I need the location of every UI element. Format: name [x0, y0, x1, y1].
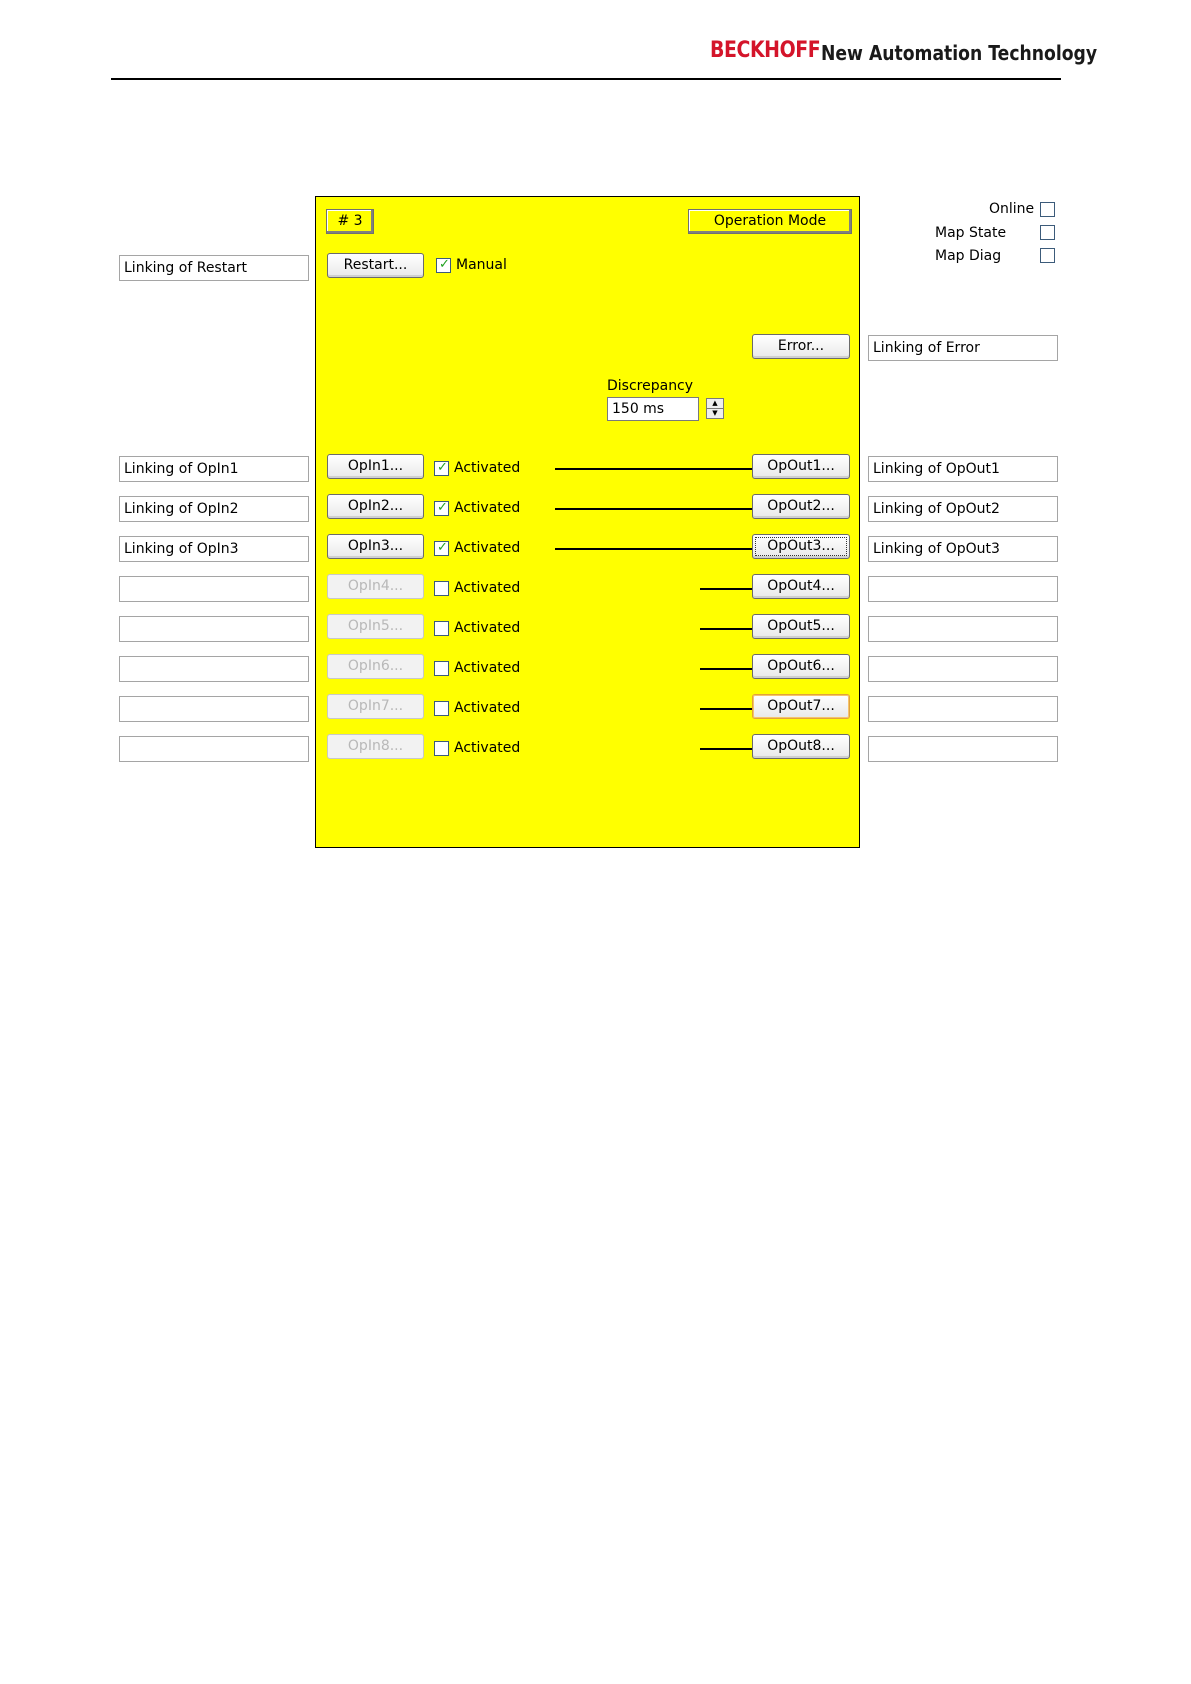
activated-checkbox-5[interactable] — [434, 621, 449, 636]
opout-linking-field-3[interactable]: Linking of OpOut3 — [868, 536, 1058, 562]
opout-button-8[interactable]: OpOut8... — [752, 734, 850, 759]
manual-label: Manual — [456, 257, 507, 273]
opout-button-5[interactable]: OpOut5... — [752, 614, 850, 639]
connection-line-5 — [700, 628, 753, 630]
activated-label-1: Activated — [454, 460, 521, 476]
header-tagline: New Automation Technology — [821, 41, 1098, 65]
checkmark-icon: ✓ — [437, 460, 448, 475]
opout-linking-field-7[interactable] — [868, 696, 1058, 722]
opin-button-8[interactable]: OpIn8... — [327, 734, 424, 759]
block-number-button[interactable]: # 3 — [326, 209, 374, 234]
checkmark-icon: ✓ — [437, 540, 448, 555]
opin-button-6[interactable]: OpIn6... — [327, 654, 424, 679]
opout-button-2[interactable]: OpOut2... — [752, 494, 850, 519]
opout-button-4[interactable]: OpOut4... — [752, 574, 850, 599]
header-divider — [111, 78, 1061, 80]
connection-line-1 — [555, 468, 753, 470]
operation-mode-button[interactable]: Operation Mode — [688, 209, 852, 234]
error-button[interactable]: Error... — [752, 334, 850, 359]
restart-button[interactable]: Restart... — [327, 253, 424, 278]
map-diag-label: Map Diag — [935, 248, 1002, 264]
restart-linking-field[interactable]: Linking of Restart — [119, 255, 309, 281]
opout-linking-field-6[interactable] — [868, 656, 1058, 682]
discrepancy-spinner[interactable] — [706, 398, 724, 419]
opin-button-1[interactable]: OpIn1... — [327, 454, 424, 479]
online-checkbox[interactable] — [1040, 202, 1055, 217]
connection-line-7 — [700, 708, 753, 710]
connection-line-2 — [555, 508, 753, 510]
opin-linking-field-5[interactable] — [119, 616, 309, 642]
activated-checkbox-6[interactable] — [434, 661, 449, 676]
activated-checkbox-1[interactable] — [434, 461, 449, 476]
opout-linking-field-4[interactable] — [868, 576, 1058, 602]
map-state-label: Map State — [935, 225, 1007, 241]
checkmark-icon: ✓ — [439, 257, 450, 272]
activated-label-5: Activated — [454, 620, 521, 636]
activated-label-2: Activated — [454, 500, 521, 516]
opin-linking-field-1[interactable]: Linking of OpIn1 — [119, 456, 309, 482]
activated-label-7: Activated — [454, 700, 521, 716]
opin-linking-field-7[interactable] — [119, 696, 309, 722]
opout-linking-field-5[interactable] — [868, 616, 1058, 642]
opout-button-6[interactable]: OpOut6... — [752, 654, 850, 679]
opin-linking-field-2[interactable]: Linking of OpIn2 — [119, 496, 309, 522]
discrepancy-label: Discrepancy — [607, 378, 694, 394]
activated-checkbox-7[interactable] — [434, 701, 449, 716]
opin-linking-field-6[interactable] — [119, 656, 309, 682]
opin-button-5[interactable]: OpIn5... — [327, 614, 424, 639]
opin-linking-field-4[interactable] — [119, 576, 309, 602]
opin-linking-field-8[interactable] — [119, 736, 309, 762]
activated-checkbox-8[interactable] — [434, 741, 449, 756]
opin-button-7[interactable]: OpIn7... — [327, 694, 424, 719]
activated-label-4: Activated — [454, 580, 521, 596]
manual-checkbox[interactable] — [436, 258, 451, 273]
opout-button-7[interactable]: OpOut7... — [752, 694, 850, 719]
spin-up-icon[interactable]: ▲ — [707, 399, 723, 409]
activated-checkbox-2[interactable] — [434, 501, 449, 516]
opout-linking-field-2[interactable]: Linking of OpOut2 — [868, 496, 1058, 522]
connection-line-4 — [700, 588, 753, 590]
activated-checkbox-3[interactable] — [434, 541, 449, 556]
online-label: Online — [989, 201, 1035, 217]
opin-button-4[interactable]: OpIn4... — [327, 574, 424, 599]
opin-linking-field-3[interactable]: Linking of OpIn3 — [119, 536, 309, 562]
opin-button-3[interactable]: OpIn3... — [327, 534, 424, 559]
connection-line-6 — [700, 668, 753, 670]
opout-button-1[interactable]: OpOut1... — [752, 454, 850, 479]
opout-linking-field-1[interactable]: Linking of OpOut1 — [868, 456, 1058, 482]
connection-line-3 — [555, 548, 753, 550]
map-state-checkbox[interactable] — [1040, 225, 1055, 240]
opout-linking-field-8[interactable] — [868, 736, 1058, 762]
opout-button-3[interactable]: OpOut3... — [752, 534, 850, 559]
activated-label-6: Activated — [454, 660, 521, 676]
map-diag-checkbox[interactable] — [1040, 248, 1055, 263]
beckhoff-logo: BECKHOFF — [710, 38, 821, 63]
opin-button-2[interactable]: OpIn2... — [327, 494, 424, 519]
activated-label-8: Activated — [454, 740, 521, 756]
discrepancy-input[interactable]: 150 ms — [607, 397, 699, 421]
spin-down-icon[interactable]: ▼ — [712, 409, 718, 417]
activated-label-3: Activated — [454, 540, 521, 556]
connection-line-8 — [700, 748, 753, 750]
activated-checkbox-4[interactable] — [434, 581, 449, 596]
checkmark-icon: ✓ — [437, 500, 448, 515]
error-linking-field[interactable]: Linking of Error — [868, 335, 1058, 361]
